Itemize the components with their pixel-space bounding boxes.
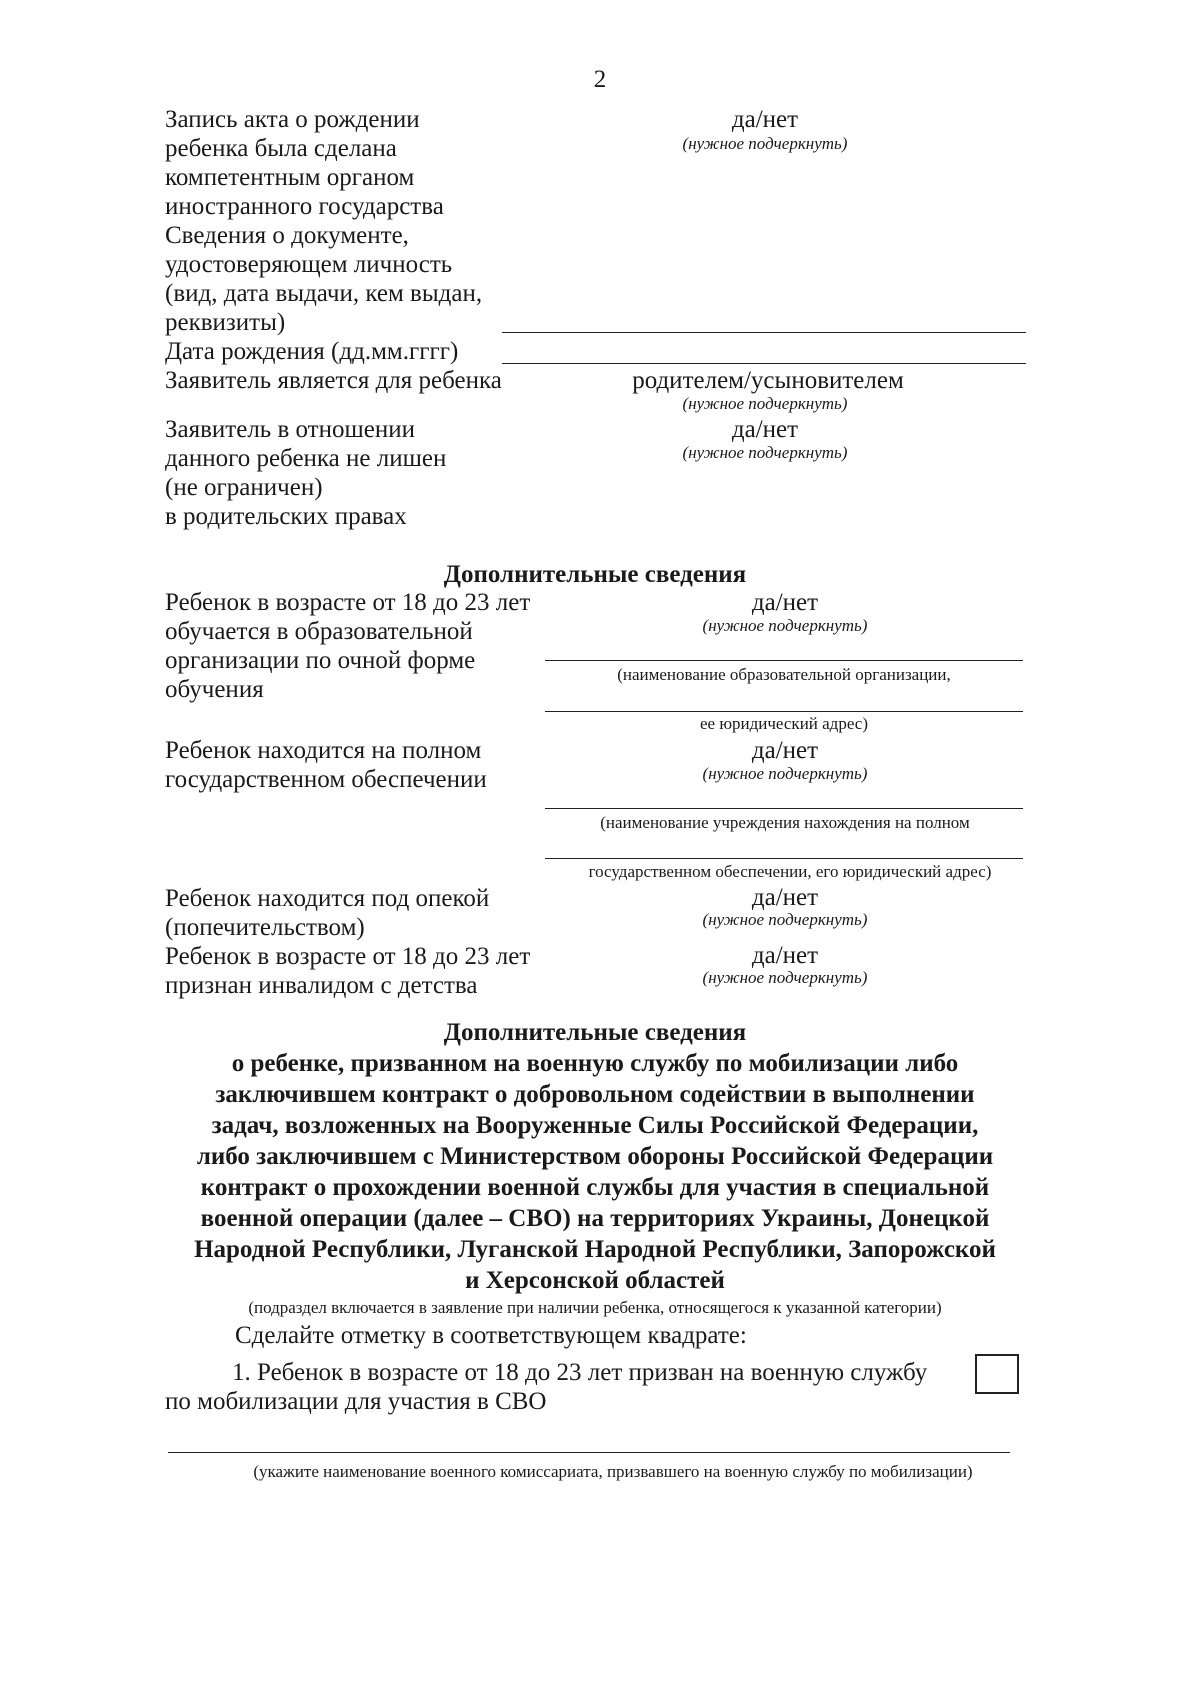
svo-heading-9: и Херсонской областей xyxy=(465,1267,725,1294)
student-label-2: обучается в образовательной xyxy=(165,618,473,645)
svo-heading-3: заключившем контракт о добровольном содействии в выполнении xyxy=(215,1081,975,1108)
state-support-label-1: Ребенок находится на полном xyxy=(165,737,482,764)
student-org-field[interactable] xyxy=(545,660,1023,661)
page-number: 2 xyxy=(593,66,607,93)
state-support-address-field[interactable] xyxy=(545,858,1023,859)
birth-record-hint: (нужное подчеркнуть) xyxy=(682,134,848,153)
identity-doc-label-4: реквизиты) xyxy=(165,309,286,336)
military-office-caption: (укажите наименование военного комиссариата, призвавшего на военную службу по мобилизации) xyxy=(253,1462,973,1481)
student-label-4: обучения xyxy=(165,676,264,703)
birth-date-label: Дата рождения (дд.мм.гггг) xyxy=(165,338,459,365)
student-label-3: организации по очной форме xyxy=(165,647,476,674)
student-org-caption: (наименование образовательной организации, xyxy=(617,665,951,684)
svo-heading-1: Дополнительные сведения xyxy=(443,1019,747,1046)
state-support-hint: (нужное подчеркнуть) xyxy=(702,764,868,783)
guardianship-label-2: (попечительством) xyxy=(165,914,365,941)
svo-heading-6: контракт о прохождении военной службы для участия в специальной xyxy=(200,1174,990,1201)
svo-heading-7: военной операции (далее – СВО) на территориях Украины, Донецкой xyxy=(200,1205,990,1232)
birth-record-label-4: иностранного государства xyxy=(165,193,444,220)
svo-item1-checkbox[interactable] xyxy=(975,1354,1019,1394)
state-support-org-field[interactable] xyxy=(545,808,1023,809)
parental-rights-label-1: Заявитель в отношении xyxy=(165,416,415,443)
svo-item1-line1: 1. Ребенок в возрасте от 18 до 23 лет призван на военную службу xyxy=(232,1359,928,1386)
svo-heading-5: либо заключившем с Министерством обороны Российской Федерации xyxy=(196,1143,994,1170)
student-label-1: Ребенок в возрасте от 18 до 23 лет xyxy=(165,589,531,616)
disability-hint: (нужное подчеркнуть) xyxy=(702,968,868,987)
identity-doc-label-1: Сведения о документе, xyxy=(165,222,409,249)
student-address-field[interactable] xyxy=(545,711,1023,712)
svo-heading-4: задач, возложенных на Вооруженные Силы Российской Федерации, xyxy=(211,1112,979,1139)
svo-item1-line2: по мобилизации для участия в СВО xyxy=(165,1388,547,1415)
state-support-org-caption: (наименование учреждения нахождения на полном xyxy=(600,813,970,832)
birth-record-label-3: компетентным органом xyxy=(165,164,415,191)
parental-rights-hint: (нужное подчеркнуть) xyxy=(682,443,848,462)
disability-label-2: признан инвалидом с детства xyxy=(165,972,478,999)
birth-date-field[interactable] xyxy=(502,363,1026,364)
svo-heading-2: о ребенке, призванном на военную службу по мобилизации либо xyxy=(231,1050,959,1077)
svo-heading-8: Народной Республики, Луганской Народной Республики, Запорожской xyxy=(194,1236,996,1263)
identity-doc-label-2: удостоверяющем личность xyxy=(165,251,453,278)
parental-rights-label-3: (не ограничен) xyxy=(165,474,323,501)
parental-rights-option[interactable]: да/нет xyxy=(731,416,799,443)
applicant-relation-option[interactable]: родителем/усыновителем xyxy=(632,367,904,394)
state-support-address-caption: государственном обеспечении, его юридический адрес) xyxy=(588,862,992,881)
birth-record-label-2: ребенка была сделана xyxy=(165,135,397,162)
guardianship-hint: (нужное подчеркнуть) xyxy=(702,910,868,929)
additional-info-heading: Дополнительные сведения xyxy=(443,561,747,588)
svo-instruction: Сделайте отметку в соответствующем квадрате: xyxy=(235,1322,747,1349)
parental-rights-label-4: в родительских правах xyxy=(165,503,407,530)
guardianship-option[interactable]: да/нет xyxy=(751,884,819,911)
military-office-field[interactable] xyxy=(168,1452,1010,1453)
identity-doc-field[interactable] xyxy=(502,332,1026,333)
state-support-option[interactable]: да/нет xyxy=(751,737,819,764)
guardianship-label-1: Ребенок находится под опекой xyxy=(165,885,490,912)
student-address-caption: ее юридический адрес) xyxy=(699,714,869,733)
parental-rights-label-2: данного ребенка не лишен xyxy=(165,445,447,472)
state-support-label-2: государственном обеспечении xyxy=(165,766,487,793)
applicant-relation-label: Заявитель является для ребенка xyxy=(165,367,502,394)
disability-label-1: Ребенок в возрасте от 18 до 23 лет xyxy=(165,943,531,970)
identity-doc-label-3: (вид, дата выдачи, кем выдан, xyxy=(165,280,483,307)
svo-note: (подраздел включается в заявление при наличии ребенка, относящегося к указанной категории) xyxy=(248,1298,942,1317)
applicant-relation-hint: (нужное подчеркнуть) xyxy=(682,394,848,413)
student-hint: (нужное подчеркнуть) xyxy=(702,616,868,635)
student-option[interactable]: да/нет xyxy=(751,589,819,616)
birth-record-label-1: Запись акта о рождении xyxy=(165,106,420,133)
disability-option[interactable]: да/нет xyxy=(751,942,819,969)
birth-record-option[interactable]: да/нет xyxy=(731,106,799,133)
